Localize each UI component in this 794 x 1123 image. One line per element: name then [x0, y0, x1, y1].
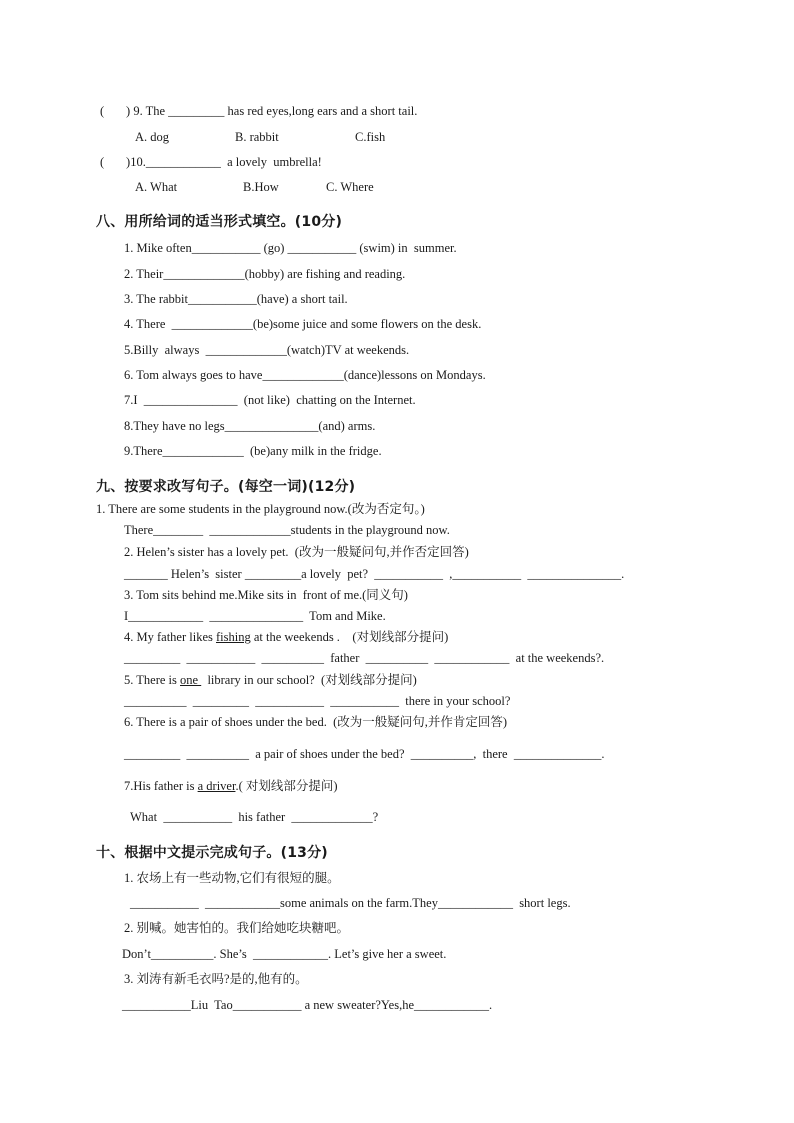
s9-a5: __________ _________ ___________ ___________ there in your school?: [124, 694, 511, 708]
s9-a6: _________ __________ a pair of shoes under the bed? __________, there ______________.: [124, 747, 605, 761]
mc-q9-option-a: A. dog: [135, 130, 170, 144]
s8-item-3: 3. The rabbit___________(have) a short tail.: [124, 292, 348, 306]
s8-item-8: 8.They have no legs_______________(and) arms.: [124, 419, 376, 433]
s10-q1: 1. 农场上有一些动物,它们有很短的腿。: [124, 871, 340, 885]
s9-a7: What ___________ his father _____________?: [130, 810, 379, 824]
mc-q9-option-c: C.fish: [355, 130, 386, 144]
s9-q5-post: library in our school? (对划线部分提问): [201, 673, 417, 687]
s9-q7-post: .( 对划线部分提问): [235, 779, 338, 793]
s9-q5-underlined: one: [180, 673, 202, 687]
s10-a1: ___________ ____________some animals on the farm.They____________ short legs.: [130, 896, 571, 910]
s9-q7-underlined: a driver: [197, 779, 236, 793]
s9-q1: 1. There are some students in the playground now.(改为否定句。): [96, 502, 425, 516]
s9-q7: [124, 778, 338, 794]
mc-q10-prompt: ( )10.____________ a lovely umbrella!: [100, 155, 322, 169]
s9-q4-underlined: fishing: [216, 630, 251, 644]
s10-a2: Don’t__________. She’s ____________. Let’s give her a sweet.: [122, 947, 447, 961]
s9-q4-pre: 4. My father likes: [124, 630, 216, 644]
s9-q2: 2. Helen’s sister has a lovely pet. (改为一般疑问句,并作否定回答): [124, 545, 469, 559]
s9-a3: I____________ _______________ Tom and Mike.: [124, 609, 386, 623]
s8-item-2: 2. Their_____________(hobby) are fishing and reading.: [124, 267, 406, 281]
mc-q10-option-b: B.How: [243, 180, 279, 194]
s8-item-7: 7.I _______________ (not like) chatting on the Internet.: [124, 393, 416, 407]
mc-q10-option-a: A. What: [135, 180, 178, 194]
s9-q4: [124, 629, 448, 645]
s10-a3: ___________Liu Tao___________ a new sweater?Yes,he____________.: [122, 998, 493, 1012]
s9-q6: 6. There is a pair of shoes under the bed. (改为一般疑问句,并作肯定回答): [124, 715, 508, 729]
mc-q9-option-b: B. rabbit: [235, 130, 279, 144]
s8-item-5: 5.Billy always _____________(watch)TV at weekends.: [124, 343, 410, 357]
mc-q9-prompt: ( ) 9. The _________ has red eyes,long ears and a short tail.: [100, 104, 418, 118]
s8-item-9: 9.There_____________ (be)any milk in the fridge.: [124, 444, 382, 458]
s9-q5: [124, 672, 417, 688]
s9-a2: _______ Helen’s sister _________a lovely pet? ___________ ,___________ _______________.: [124, 567, 625, 581]
s9-a1: There________ _____________students in the playground now.: [124, 523, 450, 537]
s9-q5-pre: 5. There is: [124, 673, 181, 687]
s9-a4: _________ ___________ __________ father __________ ____________ at the weekends?.: [124, 651, 605, 665]
section-10-title: 十、根据中文提示完成句子。(13分): [96, 845, 328, 861]
s10-q2: 2. 别喊。她害怕的。我们给她吃块糖吧。: [124, 921, 350, 935]
s8-item-6: 6. Tom always goes to have_____________(dance)lessons on Mondays.: [124, 368, 486, 382]
s9-q7-pre: 7.His father is: [124, 779, 198, 793]
s8-item-4: 4. There _____________(be)some juice and some flowers on the desk.: [124, 317, 482, 331]
s9-q3: 3. Tom sits behind me.Mike sits in front of me.(同义句): [124, 588, 408, 602]
section-9-title: 九、按要求改写句子。(每空一词)(12分): [96, 479, 356, 495]
s9-q4-post: at the weekends . (对划线部分提问): [250, 630, 449, 644]
section-8-title: 八、用所给词的适当形式填空。(10分): [96, 214, 343, 230]
s10-q3: 3. 刘涛有新毛衣吗?是的,他有的。: [124, 972, 308, 986]
s8-item-1: 1. Mike often___________ (go) ___________ (swim) in summer.: [124, 241, 457, 255]
mc-q10-option-c: C. Where: [326, 180, 374, 194]
